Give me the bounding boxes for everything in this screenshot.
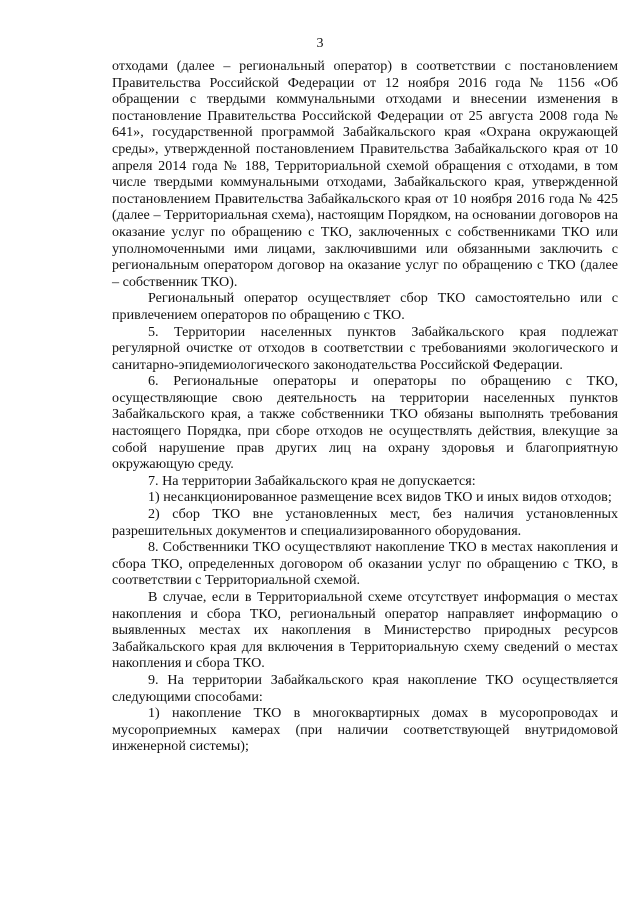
paragraph-regional-operator: Региональный оператор осуществляет сбор ТКО самостоятельно или с привлечением операторов по обращению с ТКО. [112,290,618,323]
page-number: 3 [316,36,324,51]
paragraph-continuation: отходами (далее – региональный оператор) в соответствии с постановлением Правительства Российской Федерации от 12 ноября 2016 года № 1156 «Об обращении с твердыми коммунальными отходами и внесении изменения в постановление Правительства Российской Федерации от 25 августа 2008 года № 641», государственной программой Забайкальского края «Охрана окружающей среды», утвержденной постановлением Правительства Забайкальского края от 10 апреля 2014 года № 188, Территориальной схемой обращения с отходами, в том числе твердыми коммунальными отходами, Забайкальского края, утвержденной постановлением Правительства Забайкальского края от 10 ноября 2016 года № 425 (далее – Территориальная схема), настоящим Порядком, на основании договоров на оказание услуг по обращению с ТКО, заключенных с собственниками ТКО или уполномоченными ими лицами, заключившими или обязанными заключить с региональным оператором договор на оказание услуг по обращению с ТКО (далее – собственник ТКО). [112,58,618,290]
paragraph-clause-8: 8. Собственники ТКО осуществляют накопление ТКО в местах накопления и сбора ТКО, определенных договором об оказании услуг по обращению с ТКО, в соответствии с Территориальной схемой. [112,539,618,589]
document-body [112,58,618,755]
paragraph-clause-7-item-2: 2) сбор ТКО вне установленных мест, без наличия установленных разрешительных документов и специализированного оборудования. [112,506,618,539]
paragraph-clause-8-note: В случае, если в Территориальной схеме отсутствует информация о местах накопления и сбора ТКО, региональный оператор направляет информацию о выявленных местах их накопления в Министерство природных ресурсов Забайкальского края для включения в Территориальную схему сведений о местах накопления и сбора ТКО. [112,589,618,672]
paragraph-clause-7-item-1: 1) несанкционированное размещение всех видов ТКО и иных видов отходов; [148,489,612,506]
paragraph-clause-6: 6. Региональные операторы и операторы по обращению с ТКО, осуществляющие свою деятельность на территории населенных пунктов Забайкальского края, а также собственники ТКО обязаны выполнять требования настоящего Порядка, при сборе отходов не осуществлять действия, влекущие за собой нарушение прав других лиц на охрану здоровья и благоприятную окружающую среду. [112,373,618,473]
paragraph-clause-9-item-1: 1) накопление ТКО в многоквартирных домах в мусоропроводах и мусороприемных камерах (при наличии соответствующей внутридомовой инженерной системы); [112,705,618,755]
paragraph-clause-5: 5. Территории населенных пунктов Забайкальского края подлежат регулярной очистке от отходов в соответствии с требованиями экологического и санитарно-эпидемиологического законодательства Российской Федерации. [112,323,618,373]
paragraph-clause-9: 9. На территории Забайкальского края накопление ТКО осуществляется следующими способами: [112,671,618,705]
paragraph-clause-7: 7. На территории Забайкальского края не допускается: [148,472,476,489]
